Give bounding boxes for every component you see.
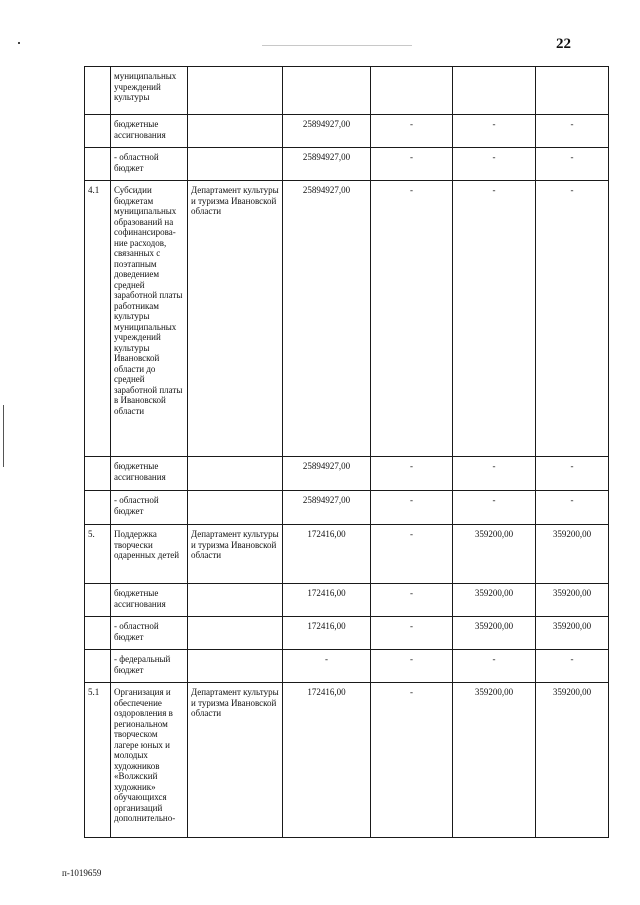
row-name: - федеральный бюджет: [111, 650, 188, 683]
row-name: Субсидии бюджетам муниципальных образований на софинансирова-ние расходов, связанных с поэтапным доведением средней заработной платы работникам культуры муниципальных учреждений культуры Ивановской области до средней заработной платы в Ивановской области: [111, 181, 188, 457]
row-value-1: 25894927,00: [283, 181, 371, 457]
row-value-4: [536, 67, 609, 115]
row-department: [188, 115, 283, 148]
row-value-3: -: [453, 181, 536, 457]
row-department: [188, 67, 283, 115]
row-value-2: -: [371, 650, 453, 683]
scan-dot: [18, 42, 20, 44]
row-value-2: -: [371, 491, 453, 525]
table-row: [85, 525, 609, 584]
row-value-1: 172416,00: [283, 683, 371, 838]
row-number: 5.: [85, 525, 111, 584]
table-row: [85, 148, 609, 181]
row-value-1: 25894927,00: [283, 115, 371, 148]
row-department: Департамент культуры и туризма Ивановской области: [188, 683, 283, 838]
table-row: [85, 115, 609, 148]
row-department: [188, 650, 283, 683]
row-department: [188, 457, 283, 491]
row-value-1: [283, 67, 371, 115]
row-value-4: 359200,00: [536, 617, 609, 650]
row-value-4: -: [536, 148, 609, 181]
table-row: [85, 584, 609, 617]
row-value-3: 359200,00: [453, 584, 536, 617]
budget-table: [84, 66, 609, 838]
row-number: [85, 617, 111, 650]
row-number: [85, 67, 111, 115]
row-value-1: 172416,00: [283, 584, 371, 617]
table-row: [85, 617, 609, 650]
row-value-3: 359200,00: [453, 683, 536, 838]
row-value-2: -: [371, 148, 453, 181]
row-value-4: -: [536, 457, 609, 491]
row-number: [85, 491, 111, 525]
row-value-3: [453, 67, 536, 115]
row-name: бюджетные ассигнования: [111, 457, 188, 491]
row-value-4: 359200,00: [536, 683, 609, 838]
row-value-1: 25894927,00: [283, 148, 371, 181]
row-value-2: -: [371, 617, 453, 650]
row-name: бюджетные ассигнования: [111, 584, 188, 617]
row-value-4: -: [536, 650, 609, 683]
row-value-2: -: [371, 584, 453, 617]
row-value-3: -: [453, 650, 536, 683]
row-value-1: 25894927,00: [283, 491, 371, 525]
row-name: муниципальных учреждений культуры: [111, 67, 188, 115]
row-value-1: 172416,00: [283, 617, 371, 650]
row-value-3: -: [453, 115, 536, 148]
row-value-4: 359200,00: [536, 525, 609, 584]
row-number: [85, 148, 111, 181]
row-name: Организация и обеспечение оздоровления в региональном творческом лагере юных и молодых художников «Волжский художник» обучающихся организаций дополнительно-: [111, 683, 188, 838]
row-value-3: 359200,00: [453, 525, 536, 584]
row-number: [85, 584, 111, 617]
row-name: - областной бюджет: [111, 617, 188, 650]
row-value-4: 359200,00: [536, 584, 609, 617]
row-value-4: -: [536, 491, 609, 525]
row-value-2: [371, 67, 453, 115]
row-department: Департамент культуры и туризма Ивановской области: [188, 525, 283, 584]
row-department: Департамент культуры и туризма Ивановской области: [188, 181, 283, 457]
margin-mark: [3, 405, 4, 467]
table-row: [85, 457, 609, 491]
row-number: [85, 115, 111, 148]
row-department: [188, 584, 283, 617]
row-name: - областной бюджет: [111, 148, 188, 181]
row-number: 4.1: [85, 181, 111, 457]
row-value-2: -: [371, 457, 453, 491]
table-row: [85, 650, 609, 683]
row-value-1: 172416,00: [283, 525, 371, 584]
row-number: [85, 650, 111, 683]
row-value-3: 359200,00: [453, 617, 536, 650]
row-name: Поддержка творчески одаренных детей: [111, 525, 188, 584]
scan-header-noise: [262, 45, 412, 46]
row-value-2: -: [371, 181, 453, 457]
row-value-3: -: [453, 148, 536, 181]
row-value-2: -: [371, 115, 453, 148]
row-value-3: -: [453, 457, 536, 491]
row-department: [188, 148, 283, 181]
table-row: [85, 181, 609, 457]
page-number: 22: [556, 36, 571, 52]
row-department: [188, 617, 283, 650]
row-value-2: -: [371, 525, 453, 584]
row-department: [188, 491, 283, 525]
row-value-4: -: [536, 115, 609, 148]
row-value-3: -: [453, 491, 536, 525]
table-row: [85, 491, 609, 525]
row-name: - областной бюджет: [111, 491, 188, 525]
row-value-1: -: [283, 650, 371, 683]
document-id: п-1019659: [62, 868, 102, 878]
row-value-2: -: [371, 683, 453, 838]
table-row: [85, 67, 609, 115]
row-name: бюджетные ассигнования: [111, 115, 188, 148]
row-number: 5.1: [85, 683, 111, 838]
table-row: [85, 683, 609, 838]
row-value-4: -: [536, 181, 609, 457]
row-number: [85, 457, 111, 491]
row-value-1: 25894927,00: [283, 457, 371, 491]
